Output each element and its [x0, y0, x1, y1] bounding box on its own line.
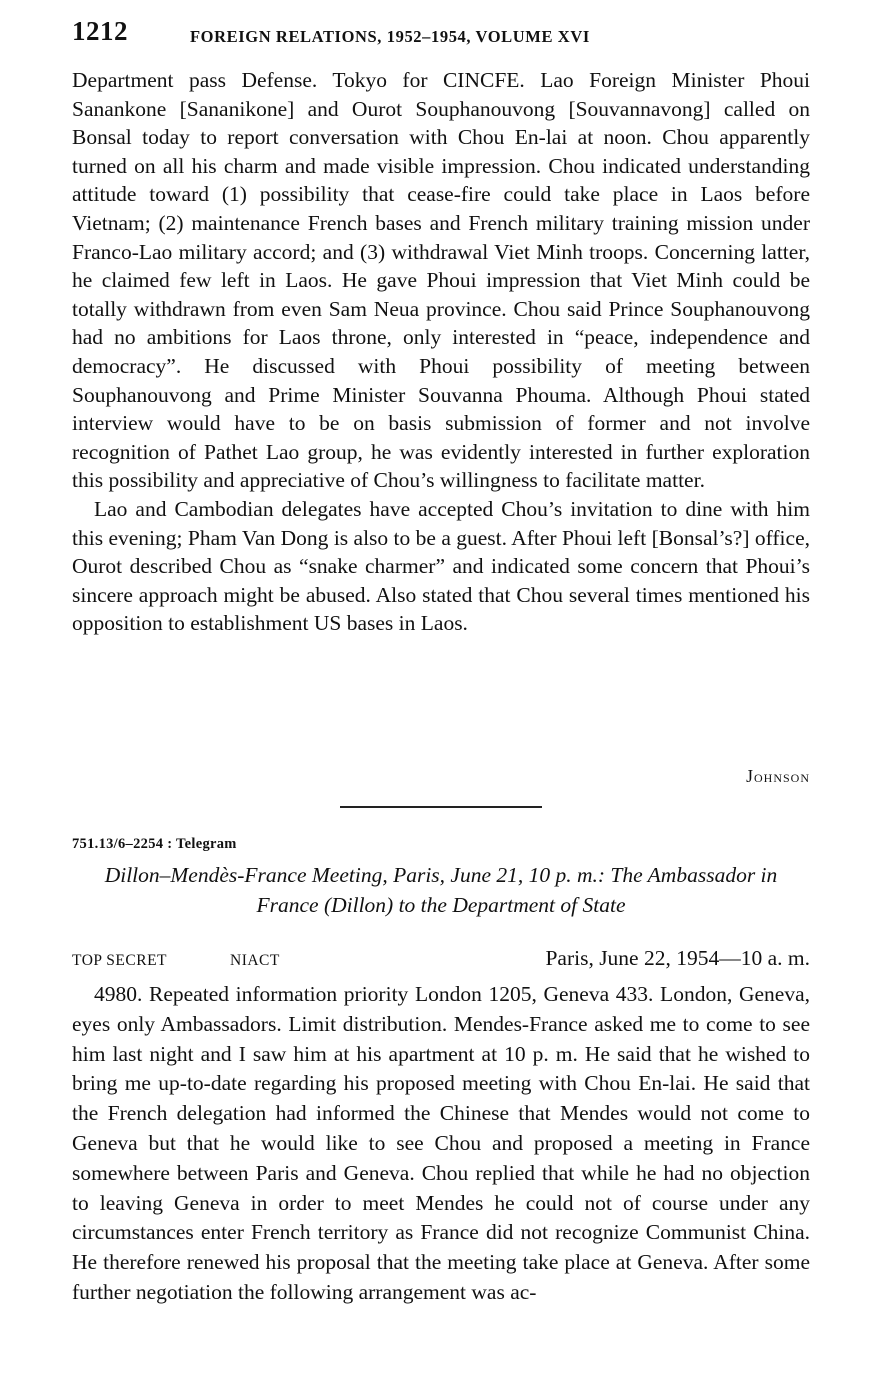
running-head-title: FOREIGN RELATIONS, 1952–1954, VOLUME XVI [190, 27, 590, 46]
precedence-label: NIACT [230, 952, 280, 969]
classification-line [72, 946, 810, 974]
document-file-number: 751.13/6–2254 : Telegram [72, 836, 237, 852]
previous-document-text [72, 66, 810, 638]
page-number: 1212 [72, 16, 128, 46]
signature: Johnson [746, 766, 810, 786]
running-head [72, 16, 810, 52]
paragraph: 4980. Repeated information priority London 1205, Geneva 433. London, Geneva, eyes only Ambassadors. Limit distribution. Mendes-France asked me to come to see him last night and I saw him at his apartment at 10 p. m. He said that he wished to bring me up-to-date regarding his proposed meeting with Chou En-lai. He said that the French delegation had informed the Chinese that Mendes would not come to Geneva but that he would like to see Chou and proposed a meeting in France somewhere between Paris and Geneva. Chou replied that while he had no objection to leaving Geneva in order to meet Mendes he could not of course under any circumstances enter French territory as France did not recognize Communist China. He therefore renewed his proposal that the meeting take place at Geneva. After some further negotiation the following arrangement was ac- [72, 982, 810, 1304]
paragraph: Department pass Defense. Tokyo for CINCFE. Lao Foreign Minister Phoui Sanankone [Sananikone] and Ourot Souphanouvong [Souvannavong] called on Bonsal today to report conversation with Chou En-lai at noon. Chou apparently turned on all his charm and made visible impression. Chou indicated understanding attitude toward (1) possibility that cease-fire could take place in Laos before Vietnam; (2) maintenance French bases and French military training mission under Franco-Lao military accord; and (3) withdrawal Viet Minh troops. Concerning latter, he claimed few left in Laos. He gave Phoui impression that Viet Minh could be totally withdrawn from even Sam Neua province. Chou said Prince Souphanouvong had no ambitions for Laos throne, only interested in “peace, independence and democracy”. He discussed with Phoui possibility of meeting between Souphanouvong and Prime Minister Souvanna Phouma. Although Phoui stated interview would have to be on basis submission of former and not involve recognition of Pathet Lao group, he was evidently interested in further exploration this possibility and appreciative of Chou’s willingness to facilitate matter. [72, 68, 810, 493]
document-title: Dillon–Mendès-France Meeting, Paris, June 21, 10 p. m.: The Ambassador in France (Dillon) to the Department of State [104, 863, 778, 917]
classification-label: TOP SECRET [72, 952, 168, 969]
dateline: Paris, June 22, 1954—10 a. m. [545, 946, 810, 970]
section-divider [340, 806, 542, 808]
paragraph: Lao and Cambodian delegates have accepted Chou’s invitation to dine with him this evening; Pham Van Dong is also to be a guest. After Phoui left [Bonsal’s?] office, Ourot described Chou as “snake charmer” and indicated some concern that Phoui’s sincere approach might be abused. Also stated that Chou several times mentioned his opposition to establishment US bases in Laos. [72, 496, 810, 636]
telegram-text [72, 980, 810, 1308]
